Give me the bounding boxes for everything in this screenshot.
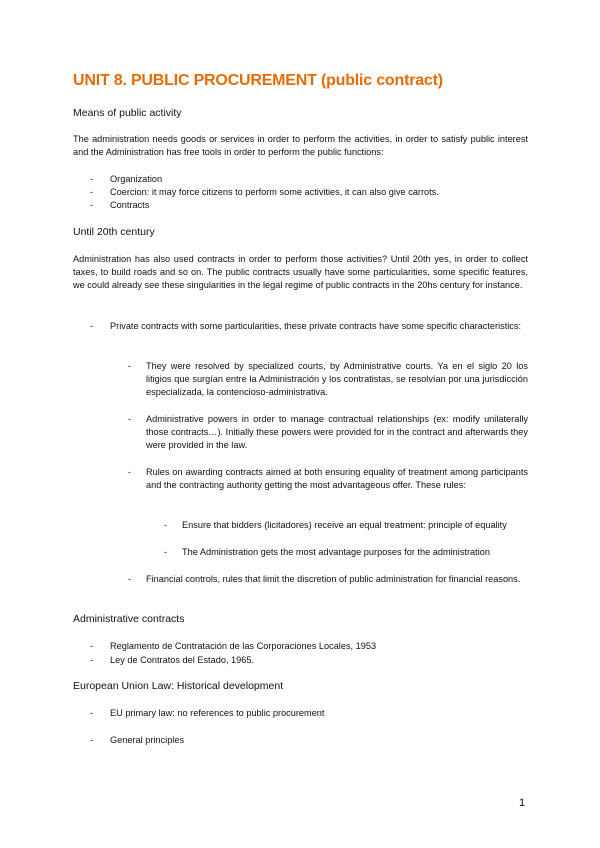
- section-heading-eu-law: European Union Law: Historical development: [73, 680, 284, 692]
- paragraph-means: The administration needs goods or services in order to perform the activities, in order to satisfy public interest and the Administration has free tools in order to perform the public functions:: [73, 134, 528, 157]
- section-heading-administrative-contracts: Administrative contracts: [73, 613, 185, 625]
- bullet-dash: -: [90, 321, 94, 331]
- bullet-dash: -: [164, 520, 168, 530]
- list-item-private-contracts: Private contracts with some particularities, these private contracts have some specific characteristics:: [110, 321, 522, 331]
- bullet-dash: -: [164, 547, 168, 557]
- page-number: 1: [519, 797, 526, 809]
- bullet-dash: -: [128, 414, 132, 424]
- bullet-dash: -: [90, 655, 94, 665]
- section-heading-means: Means of public activity: [73, 107, 182, 119]
- bullet-dash: -: [90, 641, 94, 651]
- bullet-dash: -: [128, 361, 132, 371]
- bullet-dash: -: [90, 187, 94, 197]
- page-title: UNIT 8. PUBLIC PROCUREMENT (public contract): [73, 72, 443, 89]
- bullet-dash: -: [128, 467, 132, 477]
- list-item: Ensure that bidders (licitadores) receive an equal treatment: principle of equality: [182, 520, 507, 530]
- list-item: The Administration gets the most advantage purposes for the administration: [182, 547, 490, 557]
- list-item-financial-controls: Financial controls, rules that limit the discretion of public administration for financial reasons.: [146, 574, 521, 584]
- list-item: General principles: [110, 735, 185, 745]
- list-item: Ley de Contratos del Estado, 1965.: [110, 655, 255, 665]
- paragraph-until-20th: Administration has also used contracts in order to perform those activities? Until 20th yes, in order to collect taxes, to build roads and so on. The public contracts usually have some particularities, some specific features, we could already see these singularities in the legal regime of public contracts in the 20hs century for instance.: [73, 254, 528, 290]
- section-heading-until-20th: Until 20th century: [73, 226, 155, 238]
- list-item: EU primary law: no references to public procurement: [110, 708, 325, 718]
- bullet-dash: -: [90, 200, 94, 210]
- bullet-dash: -: [128, 574, 132, 584]
- list-item: Rules on awarding contracts aimed at both ensuring equality of treatment among participants and the contracting authority getting the most advantageous offer. These rules:: [146, 467, 528, 490]
- list-item: Coercion: it may force citizens to perform some activities, it can also give carrots.: [110, 187, 439, 197]
- list-item: They were resolved by specialized courts, by Administrative courts. Ya en el siglo 20 los litigios que surgían entre la Administración y los contratistas, se resolvían por una jurisdicción especializada, la contencioso-administrativa.: [146, 361, 528, 397]
- bullet-dash: -: [90, 174, 94, 184]
- list-item: Reglamento de Contratación de las Corporaciones Locales, 1953: [110, 641, 377, 651]
- list-item: Administrative powers in order to manage contractual relationships (ex: modify unilaterally those contracts…). Initially these powers were provided for in the contract and afterwards they were provided in the law.: [146, 414, 528, 450]
- list-item: Contracts: [110, 200, 150, 210]
- bullet-dash: -: [90, 708, 94, 718]
- bullet-dash: -: [90, 735, 94, 745]
- list-item: Organization: [110, 174, 163, 184]
